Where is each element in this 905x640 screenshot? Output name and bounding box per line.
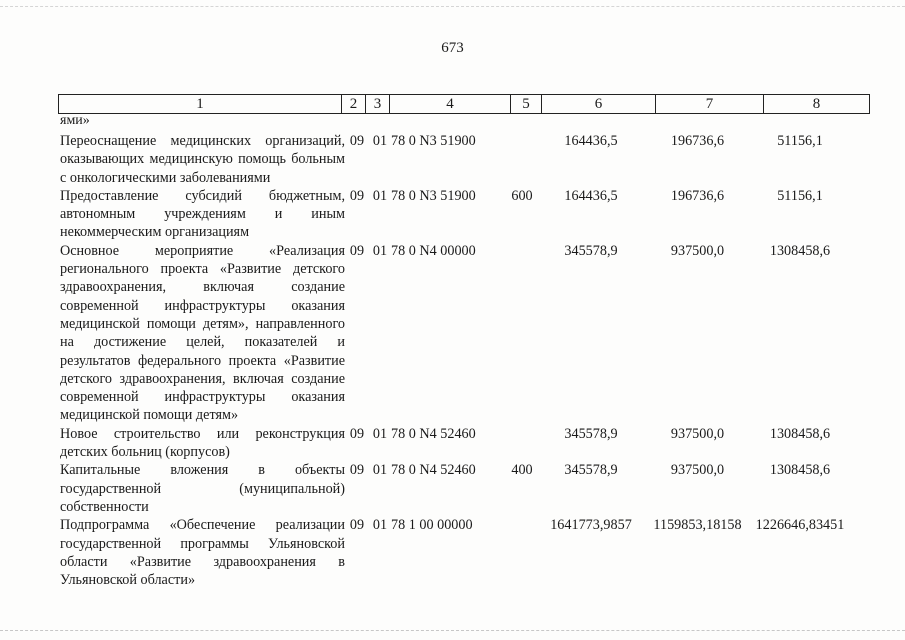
table-row [60,516,850,589]
row-amount-2: 196736,6 [670,133,725,149]
column-header-8: 8 [764,95,870,114]
table-row [60,187,850,242]
row-amount-2: 937500,0 [670,425,725,442]
row-amount-3: 1308458,6 [769,462,831,479]
row-name: Новое строительство или реконструкция детских больниц (корпусов) [60,425,345,461]
row-amount-2: 196736,6 [670,187,725,204]
row-amount-2: 1159853,18158 [653,517,742,534]
row-expense-type [507,425,537,462]
continued-text: ями» [60,113,90,128]
row-expense-type: 400 [511,462,533,479]
row-amount-3: 1308458,6 [769,242,831,259]
row-name: Подпрограмма «Обеспечение реализации государственной программы Ульяновской области «Развитие здравоохранения в Ульяновской области» [60,517,345,589]
row-section: 09 [349,187,365,204]
row-subsection: 01 [372,187,388,204]
row-amount-1: 345578,9 [564,462,618,479]
table-row [60,242,850,425]
row-expense-type: 600 [511,187,533,204]
row-target-code: 78 1 00 00000 [391,517,473,534]
budget-table [60,132,850,589]
row-target-code: 78 0 N3 51900 [391,133,476,149]
row-subsection: 01 [372,133,388,149]
row-section: 09 [349,242,365,259]
row-amount-3: 1308458,6 [769,425,831,442]
row-amount-2: 937500,0 [670,462,725,479]
row-amount-3: 1226646,83451 [755,517,845,534]
table-row [60,425,850,462]
row-section: 09 [349,462,365,479]
scan-edge-bottom [0,630,905,632]
row-name: Основное мероприятие «Реализация регионального проекта «Развитие детского здравоохранения, включая создание современной инфраструктуры оказания медицинской помощи детям», направленного на достижение целей, показателей и результатов федерального проекта «Развитие детского здравоохранения, включая создание современной инфраструктуры оказания медицинской помощи детям» [60,242,345,424]
row-target-code: 78 0 N4 52460 [391,425,476,442]
column-header-2: 2 [342,95,366,114]
row-target-code: 78 0 N3 51900 [391,187,476,204]
table-row [60,461,850,516]
row-section: 09 [349,517,365,534]
row-target-code: 78 0 N4 00000 [391,242,476,259]
row-amount-1: 164436,5 [564,187,618,204]
column-header-5: 5 [511,95,542,114]
row-name: Переоснащение медицинских организаций, оказывающих медицинскую помощь больным с онкологическими заболеваниями [60,133,345,186]
column-header-6: 6 [542,95,656,114]
scan-edge-top [0,6,905,8]
row-name: Предоставление субсидий бюджетным, автономным учреждениям и иным некоммерческим организациям [60,187,345,241]
table-row [60,132,850,187]
row-amount-1: 345578,9 [564,242,618,259]
row-expense-type [507,242,537,425]
row-subsection: 01 [372,425,388,442]
row-target-code: 78 0 N4 52460 [391,462,476,479]
row-subsection: 01 [372,242,388,259]
row-section: 09 [349,133,365,149]
row-subsection: 01 [372,517,388,534]
column-header-4: 4 [390,95,511,114]
row-amount-2: 937500,0 [670,242,725,259]
page-number: 673 [441,40,464,56]
row-section: 09 [349,425,365,442]
row-amount-3: 51156,1 [777,187,823,204]
row-subsection: 01 [372,462,388,479]
column-header-3: 3 [366,95,390,114]
column-header-1: 1 [59,95,342,114]
row-name: Капитальные вложения в объекты государственной (муниципальной) собственности [60,462,345,515]
row-expense-type [507,516,537,589]
column-header-row [58,94,870,114]
row-amount-1: 1641773,9857 [550,517,632,534]
row-amount-1: 164436,5 [564,133,618,149]
row-amount-1: 345578,9 [564,425,618,442]
row-amount-3: 51156,1 [777,133,823,149]
column-header-7: 7 [656,95,764,114]
row-expense-type [507,132,537,187]
